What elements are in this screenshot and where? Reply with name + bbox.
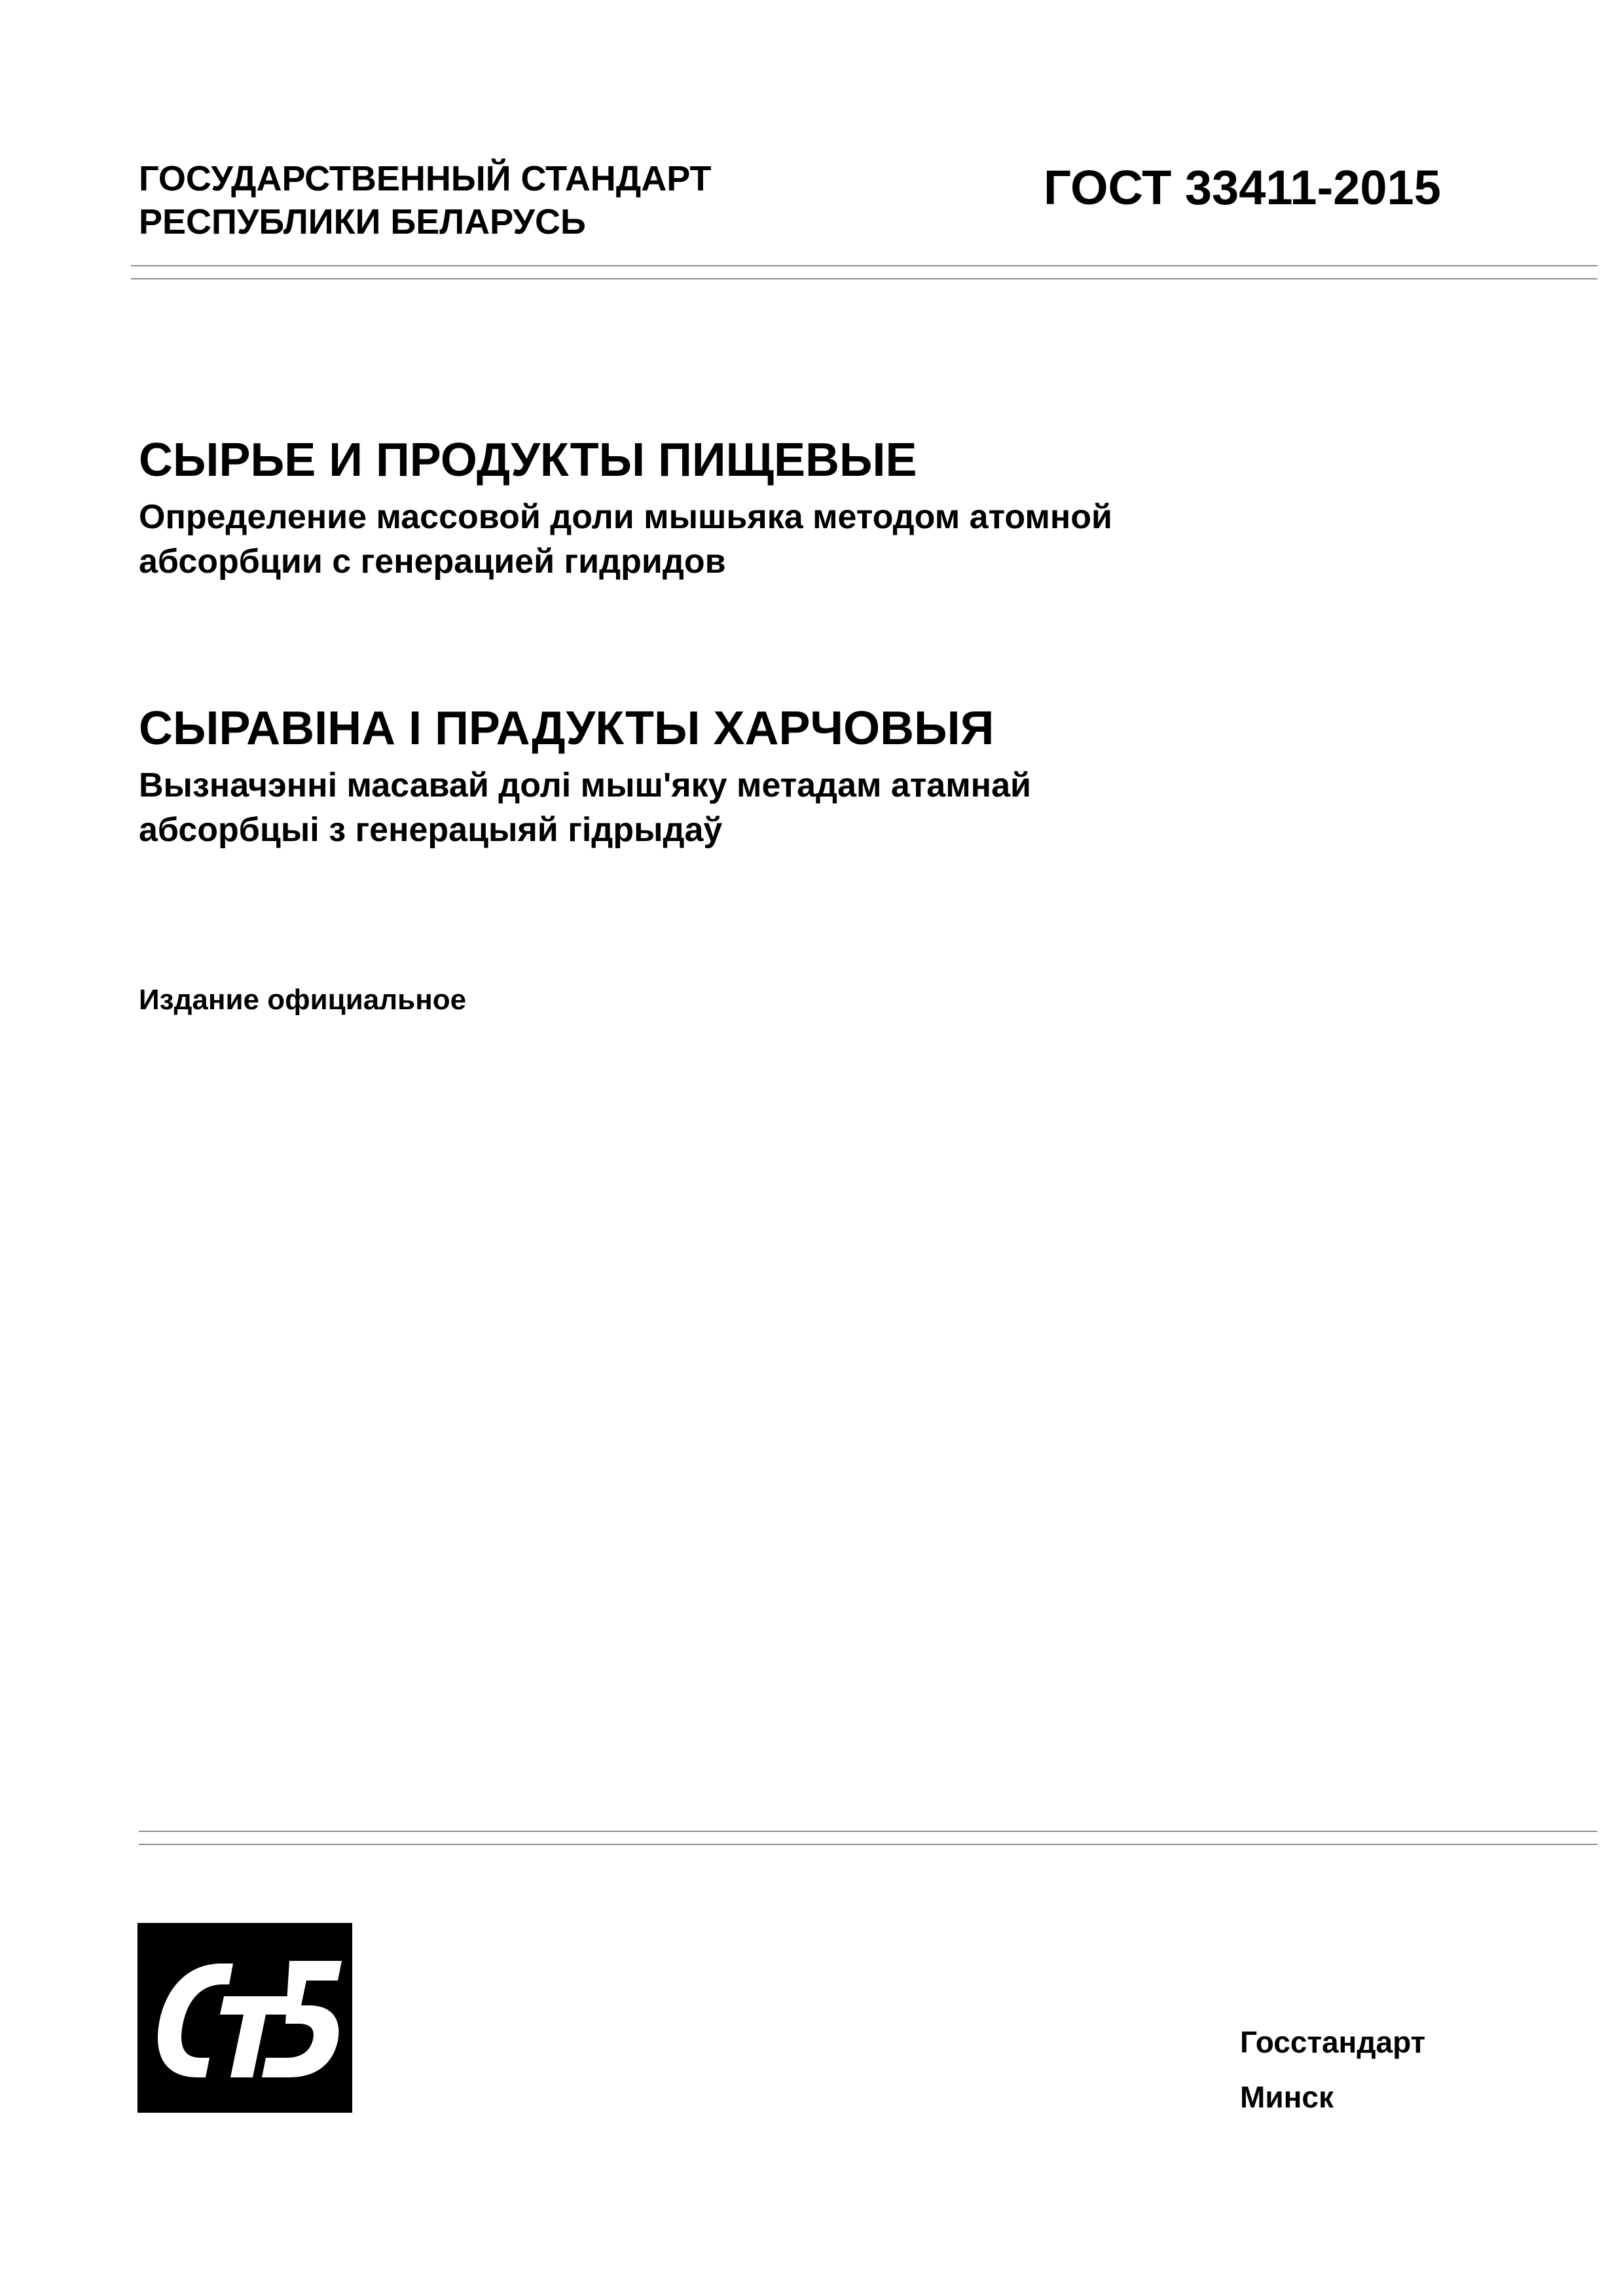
organization-line-2: РЕСПУБЛИКИ БЕЛАРУСЬ <box>139 202 586 242</box>
issuing-organization <box>139 157 712 243</box>
title-belarusian <box>139 700 1031 852</box>
publisher-city: Минск <box>1240 2080 1334 2114</box>
publisher-name: Госстандарт <box>1240 2025 1426 2059</box>
title-russian <box>139 432 1112 584</box>
organization-line-1: ГОСУДАРСТВЕННЫЙ СТАНДАРТ <box>139 159 712 198</box>
title-russian-subtitle-line-1: Определение массовой доли мышьяка методом атомной <box>139 498 1113 536</box>
footer-divider-top <box>139 1831 1597 1832</box>
stb-logo-icon <box>137 1923 352 2113</box>
standard-number: ГОСТ 33411-2015 <box>1044 160 1441 215</box>
title-russian-subtitle <box>139 495 1112 584</box>
header-divider-bottom <box>131 278 1597 279</box>
title-belarusian-main: СЫРАВІНА І ПРАДУКТЫ ХАРЧОВЫЯ <box>139 702 994 755</box>
title-russian-main: СЫРЬЕ И ПРОДУКТЫ ПИЩЕВЫЕ <box>139 434 917 486</box>
title-russian-subtitle-line-2: абсорбции с генерацией гидридов <box>139 543 726 581</box>
footer-divider-bottom <box>139 1844 1597 1845</box>
header-divider-top <box>131 265 1597 266</box>
publisher-block <box>1240 2015 1425 2125</box>
title-belarusian-subtitle-line-2: абсорбцыі з генерацыяй гідрыдаў <box>139 811 723 849</box>
title-belarusian-subtitle <box>139 763 1031 852</box>
edition-label: Издание официальное <box>139 984 467 1016</box>
title-belarusian-subtitle-line-1: Вызначэнні масавай долі мыш'яку метадам атамнай <box>139 766 1031 804</box>
